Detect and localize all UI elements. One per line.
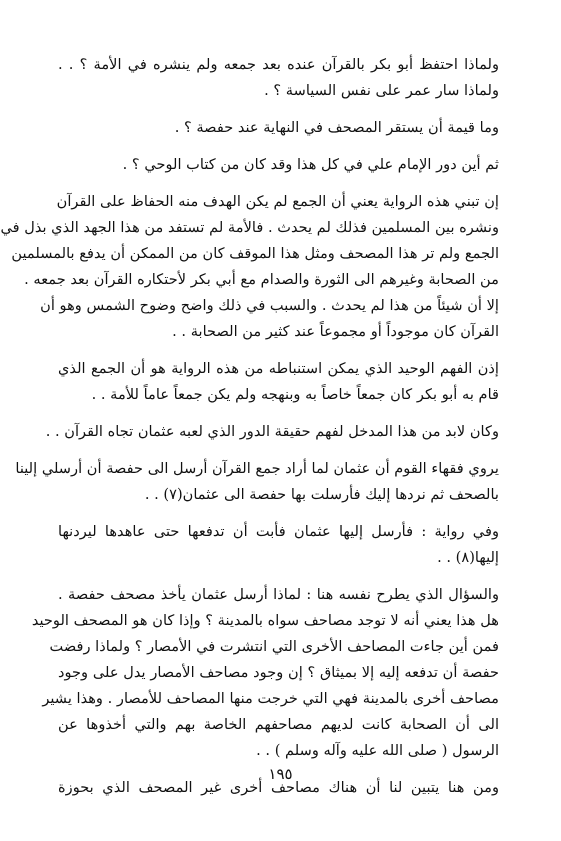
text-line: إلا أن شيئاً من هذا لم يحدث . والسبب في ذلك واضح وضوح الشمس وهو أن (40, 297, 499, 314)
text-line: الى أن الصحابة كانت لديهم مصاحفهم الخاصة بهم والتي أخذوها عن (58, 716, 499, 733)
paragraph-gap (58, 104, 499, 115)
text-line: مصاحف أخرى بالمدينة فهي التي خرجت منها المصاحف للأمصار . وهذا يشير (42, 690, 499, 707)
text-line: ومن هنا يتبين لنا أن هناك مصاحف أخرى غير المصحف الذي بحوزة (58, 779, 499, 796)
text-line: بالصحف ثم نردها إليك فأرسلت بها حفصة الى عثمان(٧) . . (144, 486, 499, 503)
paragraph (58, 356, 499, 408)
paragraph (58, 152, 499, 178)
text-line: ونشره بين المسلمين فذلك لم يحدث . فالأمة لم تستفد من هذا الجهد الذي بذل في (0, 219, 499, 236)
paragraph-gap (58, 508, 499, 519)
text-line: وما قيمة أن يستقر المصحف في النهاية عند حفصة ؟ . (174, 119, 499, 136)
text-line: وفي رواية : فأرسل إليها عثمان فأبت أن تدفعها حتى عاهدها ليردنها (58, 523, 499, 540)
page-number: ١٩٥ (268, 765, 293, 783)
text-line: الجمع ولم تر هذا المصحف ومثل هذا الموقف كان من الممكن أن يدفع بالمسلمين (11, 245, 499, 262)
text-line: وكان لابد من هذا المدخل لفهم حقيقة الدور الذي لعبه عثمان تجاه القرآن . . (45, 423, 499, 440)
text-line: يروي فقهاء القوم أن عثمان لما أراد جمع القرآن أرسل الى حفصة أن أرسلي إلينا (15, 460, 499, 477)
text-line: حفصة أن تدفعه إليه إلا بميثاق ؟ إن وجود مصاحف الأمصار يدل على وجود (58, 664, 499, 681)
paragraph-gap (58, 408, 499, 419)
text-line: إن تبني هذه الرواية يعني أن الجمع لم يكن الهدف منه الحفاظ على القرآن (56, 193, 499, 210)
paragraph (58, 519, 499, 571)
paragraph (45, 419, 499, 445)
text-line: ولماذا سار عمر على نفس السياسة ؟ . (264, 82, 499, 99)
paragraph (58, 52, 499, 104)
paragraph-gap (58, 141, 499, 152)
text-line: إليها(٨) . . (437, 549, 499, 566)
text-line: إذن الفهم الوحيد الذي يمكن استنباطه من هذه الرواية هو أن الجمع الذي (58, 360, 499, 377)
text-line: ولماذا احتفظ أبو بكر بالقرآن عنده بعد جمعه ولم ينشره في الأمة ؟ . . (58, 56, 499, 73)
paragraph (31, 582, 499, 764)
text-line: القرآن كان موجوداً أو مجموعاً عند كثير من الصحابة . . (172, 323, 499, 340)
text-line: فمن أين جاءت المصاحف الأخرى التي انتشرت في الأمصار ؟ ولماذا رفضت (49, 638, 499, 655)
paragraph (58, 115, 499, 141)
text-line: ثم أين دور الإمام علي في كل هذا وقد كان من كتاب الوحي ؟ . (122, 156, 499, 173)
text-line: هل هذا يعني أنه لا توجد مصاحف سواه بالمدينة ؟ وإذا كان هو المصحف الوحيد (31, 612, 499, 629)
text-line: الرسول ( صلى الله عليه وآله وسلم ) . . (256, 742, 499, 759)
page-body-text (0, 52, 499, 801)
paragraph-gap (58, 345, 499, 356)
text-line: والسؤال الذي يطرح نفسه هنا : لماذا أرسل عثمان يأخذ مصحف حفصة . (58, 586, 499, 603)
paragraph (0, 189, 499, 345)
paragraph-gap (58, 178, 499, 189)
paragraph-gap (58, 571, 499, 582)
text-line: قام به أبو بكر كان جمعاً خاصاً به وبنهجه ولم يكن جمعاً عاماً للأمة . . (91, 386, 499, 403)
text-line: من الصحابة وغيرهم الى الثورة والصدام مع أبي بكر لأحتكاره القرآن بعد جمعه . (24, 271, 499, 288)
paragraph-gap (58, 445, 499, 456)
paragraph (15, 456, 499, 508)
